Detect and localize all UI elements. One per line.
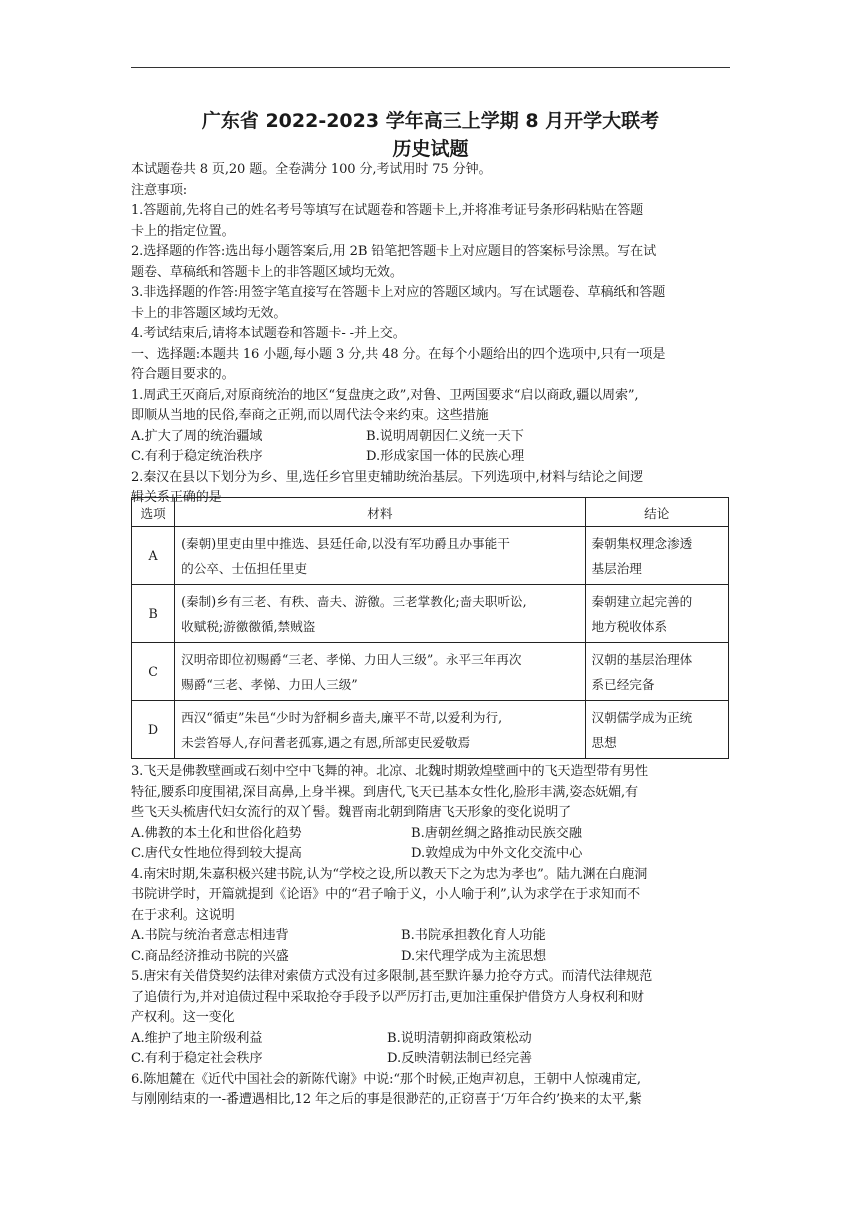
cell-line: 地方税收体系 [591,618,668,634]
text-line: 卡上的非答题区域均无效。 [131,305,287,321]
cell-line: 秦朝集权理念渗透 [591,535,693,551]
text-line: 即顺从当地的民俗,奉商之正朔,而以周代法令来约束。这些措施 [131,408,489,423]
cell-line: (秦朝)里吏由里中推选、县廷任命,以没有军功爵且办事能干 [181,535,510,551]
text-line: 1.周武王灭商后,对原商统治的地区“复盘庚之政”,对鲁、卫两国要求“启以商政,疆以周索”, [131,387,639,403]
cell-line: 汉朝儒学成为正统 [591,709,693,725]
table-header-row [132,498,729,527]
table-cell-option: B [132,585,175,643]
table-cell-option: C [132,643,175,701]
cell-line: 收赋税;游徼徼循,禁贼盗 [181,618,316,634]
table-row [132,527,729,585]
q4-option-c: C.商品经济推动书院的兴盛 [131,948,289,964]
text-line: 些飞天头梳唐代妇女流行的双丫髻。魏晋南北朝到隋唐飞天形象的变化说明了 [131,805,572,820]
q5-option-c: C.有利于稳定社会秩序 [131,1051,263,1066]
cell-line: 未尝笞辱人,存问耆老孤寡,遇之有恩,所部吏民爱敬焉 [181,734,471,750]
q1-options-row [131,427,736,448]
exam-title: 广东省 2022-2023 学年高三上学期 8 月开学大联考 [201,110,660,132]
q4-options-row [131,926,736,947]
q3-options-row [131,844,736,865]
cell-line: (秦制)乡有三老、有秩、啬夫、游徼。三老掌教化;啬夫职听讼, [181,593,527,609]
text-line: 一、选择题:本题共 16 小题,每小题 3 分,共 48 分。在每个小题给出的四个选项中,只有一项是 [131,346,666,362]
cell-line: 系已经完备 [591,676,655,692]
text-line: 本试题卷共 8 页,20 题。全卷满分 100 分,考试用时 75 分钟。 [131,162,492,177]
column-header: 结论 [585,498,729,527]
text-line: 2.秦汉在县以下划分为乡、里,选任乡官里吏辅助统治基层。下列选项中,材料与结论之间逻 [131,469,644,485]
table-cell-material [175,527,585,585]
table-row [132,585,729,643]
cell-line: 赐爵“三老、孝悌、力田人三级” [181,676,358,692]
q1-option-c: C.有利于稳定统治秩序 [131,449,263,464]
table-row [132,643,729,701]
table-cell-option: D [132,701,175,759]
text-line: 与刚刚结束的一-番遭遇相比,12 年之后的事是很渺茫的,正窃喜于‘万年合约’换来的太平,紫 [131,1092,642,1107]
cell-line: 的公卒、士伍担任里吏 [181,560,308,576]
text-line: 3.非选择题的作答:用签字笔直接写在答题卡上对应的答题区域内。写在试题卷、草稿纸和答题 [131,285,666,300]
table-cell-option: A [132,527,175,585]
cell-line: 思想 [591,734,617,750]
q5-options-row [131,1049,736,1070]
q4-option-a: A.书院与统治者意志相违背 [131,928,289,943]
table-cell-conclusion [585,643,729,701]
questions-3-to-6 [131,762,736,1111]
q4-options-row [131,947,736,968]
text-line: 注意事项: [131,182,188,198]
q2-table [131,497,729,759]
q5-option-d: D.反映清朝法制已经完善 [387,1051,533,1066]
text-line: 2.选择题的作答:选出每小题答案后,用 2B 铅笔把答题卡上对应题目的答案标号涂黑。写在试 [131,244,657,259]
column-header: 选项 [132,498,175,527]
table-cell-conclusion [585,527,729,585]
text-line: 4.考试结束后,请将本试题卷和答题卡- -并上交。 [131,326,406,341]
table-cell-conclusion [585,701,729,759]
cell-line: 汉朝的基层治理体 [591,651,693,667]
cell-line: 汉明帝即位初赐爵“三老、孝悌、力田人三级”。永平三年再次 [181,651,522,667]
text-line: 书院讲学时，开篇就提到《论语》中的“君子喻于义，小人喻于利”,认为求学在于求知而不 [131,887,640,902]
cell-line: 基层治理 [591,560,642,576]
q5-option-b: B.说明清朝抑商政策松动 [387,1030,532,1046]
exam-intro [131,160,736,509]
q1-options-row [131,447,736,468]
text-line: 6.陈旭麓在《近代中国社会的新陈代谢》中说:“那个时候,正炮声初息，王朝中人惊魂甫定, [131,1071,641,1087]
text-line: 卡上的指定位置。 [131,223,235,239]
q3-option-c: C.唐代女性地位得到较大提高 [131,846,302,861]
q3-option-a: A.佛教的本土化和世俗化趋势 [131,825,302,841]
q4-option-b: B.书院承担教化育人功能 [401,928,546,943]
q1-option-d: D.形成家国一体的民族心理 [366,449,525,464]
q1-option-a: A.扩大了周的统治疆域 [131,428,263,444]
column-header: 材料 [175,498,585,527]
text-line: 5.唐宋有关借贷契约法律对索债方式没有过多限制,甚至默许暴力抢夺方式。而清代法律规范 [131,969,653,984]
text-line: 辑关系正确的是 [131,490,222,505]
top-rule [131,67,730,68]
text-line: 产权利。这一变化 [131,1010,235,1025]
cell-line: 秦朝建立起完善的 [591,593,693,609]
text-line: 特征,腰系印度围裙,深目高鼻,上身半裸。到唐代,飞天已基本女性化,脸形丰满,姿态妩媚,有 [131,784,639,800]
table-cell-material [175,643,585,701]
q1-option-b: B.说明周朝因仁义统一天下 [366,428,524,444]
text-line: 4.南宋时期,朱嘉积极兴建书院,认为“学校之设,所以教天下之为忠为孝也”。陆九渊在白鹿洞 [131,866,648,882]
table-cell-material [175,701,585,759]
cell-line: 西汉“循吏”朱邑“少时为舒桐乡啬夫,廉平不苛,以爱利为行, [181,709,503,725]
text-line: 题卷、草稿纸和答题卡上的非答题区域均无效。 [131,264,403,280]
table-cell-conclusion [585,585,729,643]
q3-option-d: D.敦煌成为中外文化交流中心 [411,846,583,861]
q3-option-b: B.唐朝丝绸之路推动民族交融 [411,825,582,841]
table-cell-material [175,585,585,643]
text-line: 1.答题前,先将自己的姓名考号等填写在试题卷和答题卡上,并将准考证号条形码粘贴在答题 [131,203,644,218]
text-line: 3.飞天是佛教壁画或石刻中空中飞舞的神。北凉、北魏时期敦煌壁画中的飞天造型带有男性 [131,764,648,779]
q5-options-row [131,1029,736,1050]
text-line: 符合题目要求的。 [131,367,235,382]
table-row [132,701,729,759]
q3-options-row [131,824,736,845]
text-line: 了追债行为,并对追债过程中采取抢夺手段予以严厉打击,更加注重保护借贷方人身权利和财 [131,989,644,1005]
text-line: 在于求利。这说明 [131,907,235,923]
exam-subject: 历史试题 [392,138,469,160]
q4-option-d: D.宋代理学成为主流思想 [401,948,547,964]
q5-option-a: A.维护了地主阶级利益 [131,1030,263,1046]
